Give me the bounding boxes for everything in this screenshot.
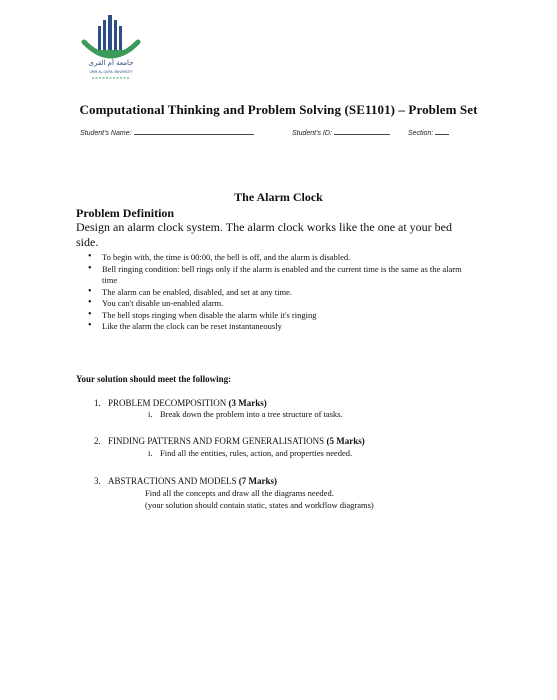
list-item: • The alarm can be enabled, disabled, and set at any time. (88, 287, 478, 299)
list-item: • Like the alarm the clock can be reset instantaneously (88, 321, 478, 333)
problem-definition-heading: Problem Definition (76, 206, 175, 220)
list-item: • Bell ringing condition: bell rings only if the alarm is enabled and the current time is the same as the alarm time (88, 264, 478, 287)
course-title: Computational Thinking and Problem Solving (SE1101) – Problem Set (79, 102, 478, 117)
list-item: • To begin with, the time is 00:00, the bell is off, and the alarm is disabled. (88, 252, 478, 264)
task-3-subitem-1: Find all the concepts and draw all the diagrams needed. (145, 488, 334, 498)
task-3: 3. ABSTRACTIONS AND MODELS (7 Marks) (94, 476, 278, 486)
task-3-title: ABSTRACTIONS AND MODELS (108, 476, 237, 486)
task-2: 2. FINDING PATTERNS AND FORM GENERALISATIONS (5 Marks) (94, 436, 365, 446)
problem-definition-text: Design an alarm clock system. The alarm clock works like the one at your bed side. (76, 220, 452, 249)
list-item: • You can't disable un-enabled alarm. (88, 298, 478, 310)
task-1-title: PROBLEM DECOMPOSITION (108, 398, 227, 408)
logo-arabic-text: جامعة أم القرى (88, 59, 134, 67)
task-1-subitem: i. Break down the problem into a tree structure of tasks. (148, 409, 343, 419)
task-1-marks: (3 Marks) (228, 398, 267, 408)
section-field: Section: (408, 128, 449, 137)
solution-requirements-heading: Your solution should meet the following: (76, 374, 232, 384)
document-title: The Alarm Clock (234, 190, 323, 204)
task-2-marks: (5 Marks) (326, 436, 365, 446)
student-id-field: Student's ID: (292, 128, 390, 137)
requirements-bullet-list (88, 252, 478, 333)
task-2-title: FINDING PATTERNS AND FORM GENERALISATIONS (108, 436, 325, 446)
task-3-marks: (7 Marks) (238, 476, 278, 486)
university-logo (70, 12, 152, 82)
logo-english-text: UMM AL-QURA UNIVERSITY (89, 70, 133, 74)
task-3-subitem-2: (your solution should contain static, states and workflow diagrams) (145, 500, 374, 510)
student-name-field: Student's Name: (80, 128, 254, 137)
task-1: 1. PROBLEM DECOMPOSITION (3 Marks) (94, 398, 267, 408)
task-2-subitem: i. Find all the entities, rules, action, and properties needed. (148, 448, 353, 458)
list-item: • The bell stops ringing when disable the alarm while it's ringing (88, 310, 478, 322)
